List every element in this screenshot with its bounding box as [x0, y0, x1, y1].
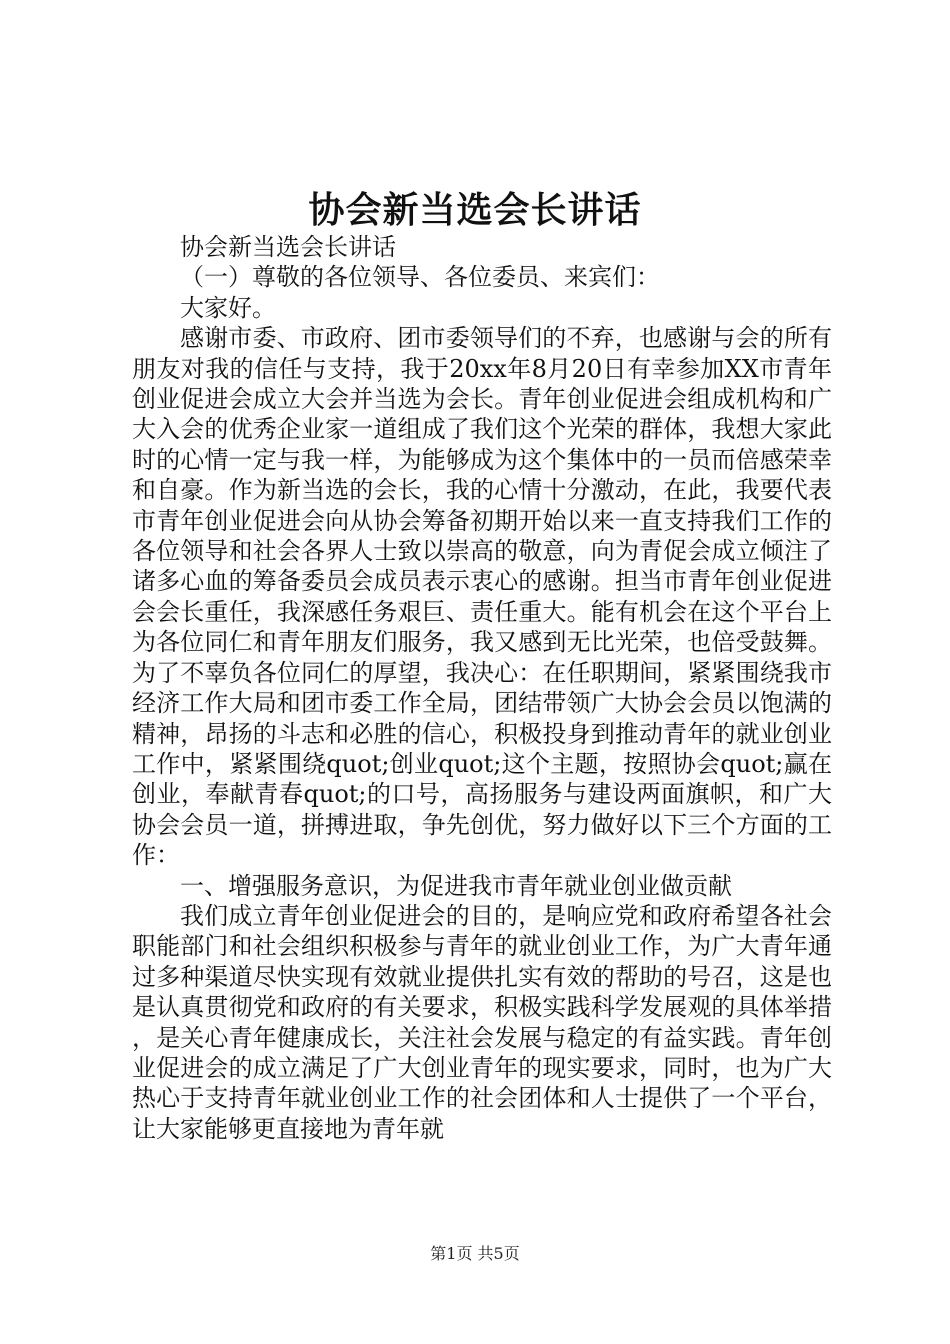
document-body — [132, 232, 832, 1144]
page-footer: 第1页 共5页 — [430, 1244, 520, 1263]
paragraph-section-1: 我们成立青年创业促进会的目的，是响应党和政府希望各社会职能部门和社会组织积极参与青年的就业创业工作，为广大青年通过多种渠道尽快实现有效就业提供扎实有效的帮助的号召，这是也是认真贯彻党和政府的有关要求，积极实践科学发展观的具体举措，是关心青年健康成长，关注社会发展与稳定的有益实践。青年创业促进会的成立满足了广大创业青年的现实要求，同时，也为广大热心于支持青年就业创业工作的社会团体和人士提供了一个平台，让大家能够更直接地为青年就 — [132, 901, 832, 1143]
paragraph-salutation: （一）尊敬的各位领导、各位委员、来宾们： — [180, 263, 660, 292]
document-title: 协会新当选会长讲话 — [308, 189, 642, 231]
section-heading-1: 一、增强服务意识，为促进我市青年就业创业做贡献 — [180, 871, 732, 900]
paragraph-subtitle: 协会新当选会长讲话 — [180, 233, 396, 261]
paragraph-greeting: 大家好。 — [180, 293, 276, 322]
paragraph-thanks: 感谢市委、市政府、团市委领导们的不弃，也感谢与会的所有朋友对我的信任与支持，我于20xx年8月20日有幸参加XX市青年创业促进会成立大会并当选为会长。青年创业促进会组成机构和广大入会的优秀企业家一道组成了我们这个光荣的群体，我想大家此时的心情一定与我一样，为能够成为这个集体中的一员而倍感荣幸和自豪。作为新当选的会长，我的心情十分激动，在此，我要代表市青年创业促进会向从协会筹备初期开始以来一直支持我们工作的各位领导和社会各界人士致以崇高的敬意，向为青促会成立倾注了诸多心血的筹备委员会成员表示衷心的感谢。担当市青年创业促进会会长重任，我深感任务艰巨、责任重大。能有机会在这个平台上为各位同仁和青年朋友们服务，我又感到无比光荣，也倍受鼓舞。为了不辜负各位同仁的厚望，我决心：在任职期间，紧紧围绕我市经济工作大局和团市委工作全局，团结带领广大协会会员以饱满的精神，昂扬的斗志和必胜的信心，积极投身到推动青年的就业创业工作中，紧紧围绕quot;创业quot;这个主题，按照协会quot;赢在创业，奉献青春quot;的口号，高扬服务与建设两面旗帜，和广大协会会员一道，拼搏进取，争先创优，努力做好以下三个方面的工作： — [132, 324, 832, 870]
